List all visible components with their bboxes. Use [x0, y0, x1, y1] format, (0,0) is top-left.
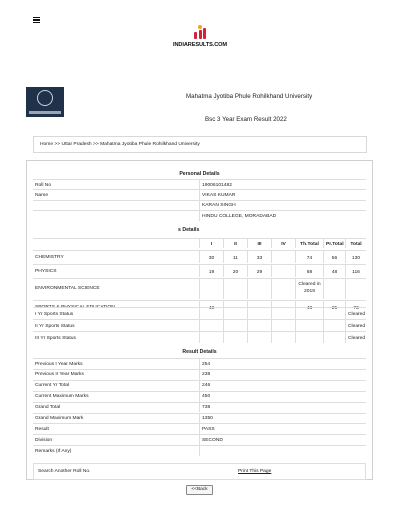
personal-label: [33, 201, 199, 210]
result-value: 254: [199, 359, 366, 369]
sports-status-blank: [323, 320, 345, 331]
subject-mark: 68: [295, 265, 323, 277]
result-value: [199, 446, 366, 456]
university-name: Mahatma Jyotiba Phule Rohilkhand University: [186, 93, 313, 100]
subject-mark: Cleared in 2019: [295, 279, 323, 299]
back-button[interactable]: <<Back: [186, 485, 213, 495]
result-label: Current Yr Total: [35, 383, 70, 389]
marks-header-row: [33, 238, 366, 248]
personal-label: [33, 211, 199, 220]
marks-column-header: Th.Total: [295, 239, 323, 248]
sports-status-blank: [247, 308, 271, 319]
subject-mark: 11: [223, 251, 247, 263]
sports-status-row: [33, 331, 366, 343]
subject-mark: 74: [295, 251, 323, 263]
marks-column-header: Total: [345, 239, 366, 248]
university-logo: [26, 87, 64, 117]
sports-status-blank: [247, 320, 271, 331]
personal-row: [33, 189, 366, 199]
breadcrumb: Home >> Uttar Pradesh >> Mahatma Jyotiba Phule Rohilkhand University: [33, 136, 367, 153]
sports-status-blank: [199, 320, 223, 331]
personal-row: [33, 200, 366, 210]
subject-mark: [271, 265, 295, 277]
marks-column-header: IV: [271, 239, 295, 248]
sports-status-blank: [271, 332, 295, 343]
result-row: [33, 358, 366, 369]
sports-status-row: [33, 319, 366, 331]
sports-status-label: I Yr Sports Status: [35, 311, 74, 317]
subject-mark: [223, 279, 247, 299]
result-row: [33, 434, 366, 445]
sports-status-blank: [295, 332, 323, 343]
personal-value: HINDU COLLEGE, MORADABAD: [199, 211, 366, 220]
subject-mark: 48: [199, 301, 223, 313]
logo-text: INDIARESULTS.COM: [173, 42, 227, 48]
footer-row: [33, 463, 366, 480]
subject-mark: [247, 279, 271, 299]
subject-mark: 48: [323, 265, 345, 277]
personal-label: Name: [35, 192, 49, 198]
sports-status-blank: [247, 332, 271, 343]
subject-name: PHYSICS: [35, 269, 57, 274]
subject-mark: [323, 279, 345, 299]
subject-mark: [345, 279, 366, 299]
subject-row: [33, 250, 366, 263]
result-value: 738: [199, 403, 366, 413]
exam-title: Bsc 3 Year Exam Result 2022: [205, 116, 287, 123]
subject-mark: 33: [247, 251, 271, 263]
subject-mark: 116: [345, 265, 366, 277]
personal-value: VIKAS KUMAR: [199, 190, 366, 199]
subject-mark: 30: [199, 251, 223, 263]
result-value: 450: [199, 392, 366, 402]
result-label: Previous II Year Marks: [35, 372, 84, 378]
subject-mark: 130: [345, 251, 366, 263]
result-label: Current Maximum Marks: [35, 394, 89, 400]
subject-mark: 48: [295, 301, 323, 313]
subject-mark: 29: [247, 265, 271, 277]
sports-status-blank: [323, 308, 345, 319]
marks-column-header: I: [199, 239, 223, 248]
logo-mark-icon: [193, 25, 207, 39]
subject-mark: 56: [323, 251, 345, 263]
marks-details-heading: s Details: [178, 227, 200, 233]
indiaresults-logo[interactable]: [168, 25, 232, 48]
result-row: [33, 369, 366, 380]
search-another-link[interactable]: Search Another Roll No.: [38, 469, 91, 474]
print-page-link[interactable]: Print This Page: [238, 469, 272, 474]
result-value: PASS: [199, 424, 366, 434]
sports-status-value: Cleared: [345, 320, 366, 331]
subject-mark: [271, 279, 295, 299]
personal-value: 19006101482: [199, 180, 366, 189]
result-row: [33, 391, 366, 402]
result-label: Grand Total: [35, 405, 61, 411]
result-value: 238: [199, 370, 366, 380]
personal-row: [33, 179, 366, 189]
sports-status-blank: [223, 320, 247, 331]
sports-status-value: Cleared: [345, 332, 366, 343]
subject-mark: 73: [345, 301, 366, 313]
sports-status-label: III Yr Sports Status: [35, 335, 76, 341]
sports-status-blank: [223, 332, 247, 343]
subject-mark: [271, 251, 295, 263]
sports-status-blank: [271, 320, 295, 331]
subject-mark: [199, 279, 223, 299]
personal-details-heading: Personal Details: [179, 171, 220, 177]
sports-status-blank: [199, 308, 223, 319]
sports-status-blank: [223, 308, 247, 319]
sports-status-blank: [323, 332, 345, 343]
sports-status-blank: [199, 332, 223, 343]
sports-status-blank: [295, 320, 323, 331]
subject-row: [33, 278, 366, 299]
result-label: Result: [35, 426, 49, 432]
result-value: SECOND: [199, 435, 366, 445]
result-row: [33, 413, 366, 424]
subject-name: CHEMISTRY: [35, 255, 64, 260]
sports-status-row: [33, 307, 366, 319]
marks-column-header: II: [223, 239, 247, 248]
result-row: [33, 380, 366, 391]
result-label: Division: [35, 437, 53, 443]
subject-mark: 19: [199, 265, 223, 277]
result-label: Grand Maximum Mark: [35, 416, 84, 421]
menu-icon[interactable]: [33, 17, 40, 23]
result-row: [33, 445, 366, 456]
sports-status-blank: [295, 308, 323, 319]
result-value: 1350: [199, 414, 366, 424]
personal-value: KARAN SINGH: [199, 201, 366, 210]
marks-column-header: Pr.Total: [323, 239, 345, 248]
result-row: [33, 423, 366, 434]
result-label: Remarks (If Any): [35, 448, 72, 454]
personal-label: Roll No: [35, 182, 52, 188]
marks-column-header: III: [247, 239, 271, 248]
marks-header-blank: [33, 239, 199, 248]
sports-status-label: II Yr Sports Status: [35, 323, 75, 329]
subject-mark: 25: [323, 301, 345, 313]
result-row: [33, 402, 366, 413]
result-details-heading: Result Details: [182, 349, 217, 355]
personal-row: [33, 210, 366, 220]
subject-mark: 20: [223, 265, 247, 277]
subject-name: ENVIRONMENTAL SCIENCE: [35, 286, 100, 291]
result-value: 246: [199, 381, 366, 391]
sports-status-blank: [271, 308, 295, 319]
subject-name: SPORTS & PHYSICAL EDUCATION: [35, 305, 115, 310]
result-label: Previous I Year Marks: [35, 361, 83, 367]
subject-row: [33, 264, 366, 277]
sports-status-value: Cleared: [345, 308, 366, 319]
